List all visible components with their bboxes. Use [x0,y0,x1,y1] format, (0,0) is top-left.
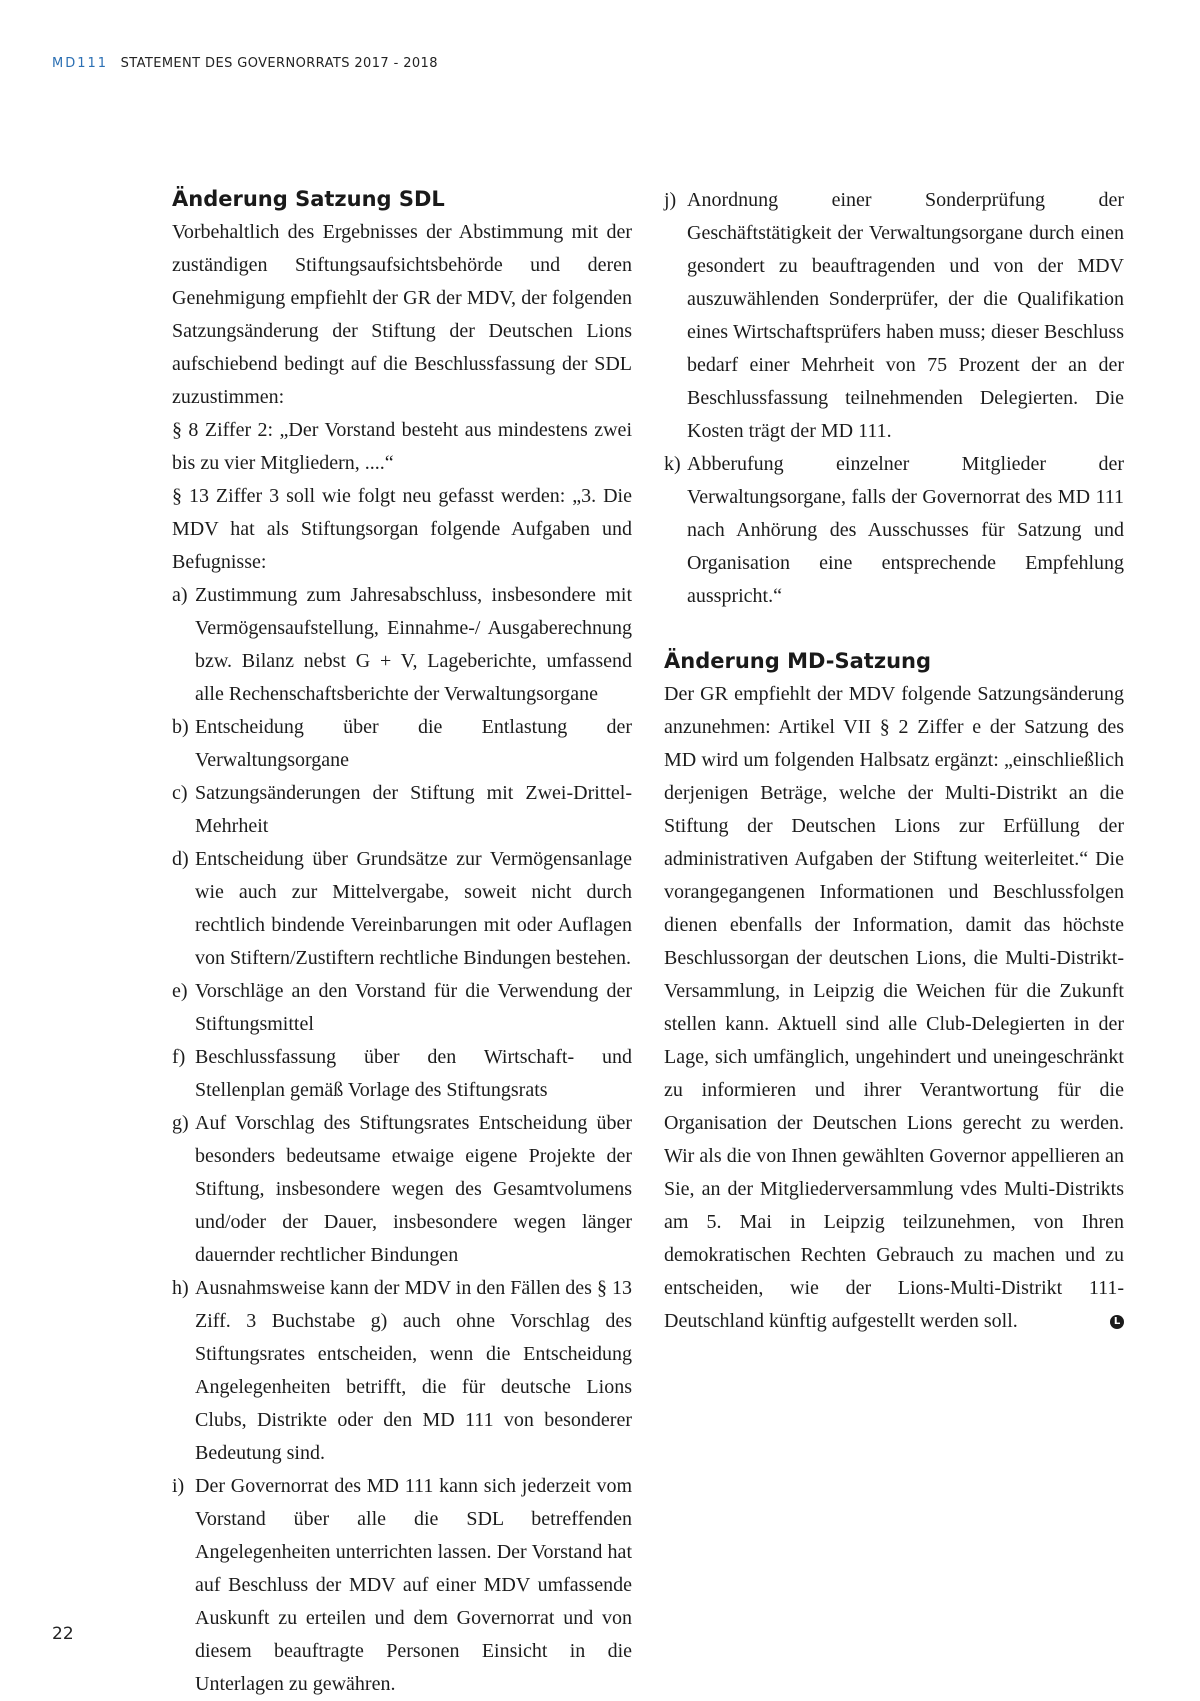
magazine-label: MD111 [52,56,109,71]
section-heading-md-satzung: Änderung MD-Satzung [664,649,932,673]
item-text: Ausnahmsweise kann der MDV in den Fällen des § 13 Ziff. 3 Buchstabe g) auch ohne Vorschlag des Stiftungsrates entscheiden, wenn die Entscheidung Angelegenheiten betrifft, die für deutsche Lions Clubs, Distrikte oder den MD 111 von besonderer Bedeutung sind. [195,1277,632,1464]
page-number: 22 [52,1624,74,1644]
item-text: Beschlussfassung über den Wirtschaft- und Stellenplan gemäß Vorlage des Stiftungsrats [195,1046,632,1101]
list-item [172,579,632,711]
item-label: a) [172,584,188,606]
item-text: Abberufung einzelner Mitglieder der Verwaltungsorgane, falls der Governorrat des MD 111 nach Anhörung des Ausschusses für Satzung und Organisation eine entsprechende Empfehlung ausspricht.“ [687,453,1124,607]
item-label: k) [664,453,681,475]
lions-end-mark-icon: L [1110,1315,1124,1329]
item-text: Zustimmung zum Jahresabschluss, insbesondere mit Vermögensaufstellung, Einnahme-/ Ausgaberechnung bzw. Bilanz nebst G + V, Lageberichte, umfassend alle Rechenschaftsberichte der Verwaltungsorgane [195,584,632,705]
item-label: g) [172,1112,189,1134]
list-item [172,1470,632,1701]
item-label: j) [664,189,677,211]
item-label: e) [172,980,188,1002]
md-satzung-paragraph [664,678,1124,1338]
item-label: i) [172,1475,185,1497]
duties-list [172,579,632,1701]
intro-paragraph: Vorbehaltlich des Ergebnisses der Abstimmung mit der zuständigen Stiftungsaufsichtsbehörde und deren Genehmigung empfiehlt der GR der MDV, der folgenden Satzungsänderung der Stiftung der Deutschen Lions aufschiebend bedingt auf die Beschlussfassung der SDL zuzustimmen: [172,221,632,408]
paragraph-8-ziffer-2: § 8 Ziffer 2: „Der Vorstand besteht aus mindestens zwei bis zu vier Mitgliedern, ....“ [172,419,632,474]
item-label: c) [172,782,188,804]
item-text: Der Governorrat des MD 111 kann sich jederzeit vom Vorstand über alle die SDL betreffenden Angelegenheiten unterrichten lassen. Der Vorstand hat auf Beschluss der MDV auf einer MDV umfassende Auskunft zu erteilen und dem Governorrat und von diesem beauftragte Personen Einsicht in die Unterlagen zu gewähren. [195,1475,632,1695]
list-item [172,843,632,975]
item-label: d) [172,848,189,870]
item-label: h) [172,1277,189,1299]
list-item [172,1107,632,1272]
left-column [172,184,632,1701]
list-item [172,1272,632,1470]
list-item [172,1041,632,1107]
list-item [172,777,632,843]
item-text: Entscheidung über die Entlastung der Verwaltungsorgane [195,716,632,771]
header-title: STATEMENT DES GOVERNORRATS 2017 - 2018 [120,56,438,71]
running-header [52,56,438,71]
right-column [664,184,1124,1338]
item-text: Auf Vorschlag des Stiftungsrates Entscheidung über besonders bedeutsame etwaige eigene Projekte der Stiftung, insbesondere wegen des Gesamtvolumens und/oder der Dauer, insbesondere wegen länger dauernder rechtlicher Bindungen [195,1112,632,1266]
paragraph-13-ziffer-3: § 13 Ziffer 3 soll wie folgt neu gefasst werden: „3. Die MDV hat als Stiftungsorgan folgende Aufgaben und Befugnisse: [172,485,632,573]
list-item [172,975,632,1041]
list-item [664,448,1124,613]
list-item [172,711,632,777]
section-heading-sdl: Änderung Satzung SDL [172,187,445,211]
item-text: Satzungsänderungen der Stiftung mit Zwei-Drittel-Mehrheit [195,782,632,837]
item-label: b) [172,716,189,738]
item-label: f) [172,1046,186,1068]
item-text: Anordnung einer Sonderprüfung der Geschäftstätigkeit der Verwaltungsorgane durch einen gesondert zu beauftragenden und von der MDV auszuwählenden Sonderprüfer, der die Qualifikation eines Wirtschaftsprüfers haben muss; dieser Beschluss bedarf einer Mehrheit von 75 Prozent der an der Beschlussfassung teilnehmenden Delegierten. Die Kosten trägt der MD 111. [687,189,1124,442]
md-satzung-text: Der GR empfiehlt der MDV folgende Satzungsänderung anzunehmen: Artikel VII § 2 Ziffer e der Satzung des MD wird um folgenden Halbsatz ergänzt: „einschließlich derjenigen Beträge, welche der Multi-Distrikt an die Stiftung der Deutschen Lions zur Erfüllung der administrativen Aufgaben der Stiftung weiterleitet.“ Die vorangegangenen Informationen und Beschlussfolgen dienen ebenfalls der Information, damit das höchste Beschlussorgan der deutschen Lions, die Multi-Distrikt-Versammlung, in Leipzig die Weichen für die Zukunft stellen kann. Aktuell sind alle Club-Delegierten in der Lage, sich umfänglich, ungehindert und uneingeschränkt zu informieren und ihrer Verantwortung für die Organisation der Deutschen Lions gerecht zu werden. Wir als die von Ihnen gewählten Governor appellieren an Sie, an der Mitgliederversammlung vdes Multi-Distrikts am 5. Mai in Leipzig teilzunehmen, von Ihren demokratischen Rechten Gebrauch zu machen und zu entscheiden, wie der Lions-Multi-Distrikt 111-Deutschland künftig aufgestellt werden soll. [664,683,1124,1332]
list-item [664,184,1124,448]
duties-list-continued [664,184,1124,613]
item-text: Entscheidung über Grundsätze zur Vermögensanlage wie auch zur Mittelvergabe, soweit nicht durch rechtlich bindende Vereinbarungen mit oder Auflagen von Stiftern/Zustiftern rechtliche Bindungen bestehen. [195,848,632,969]
item-text: Vorschläge an den Vorstand für die Verwendung der Stiftungsmittel [195,980,632,1035]
